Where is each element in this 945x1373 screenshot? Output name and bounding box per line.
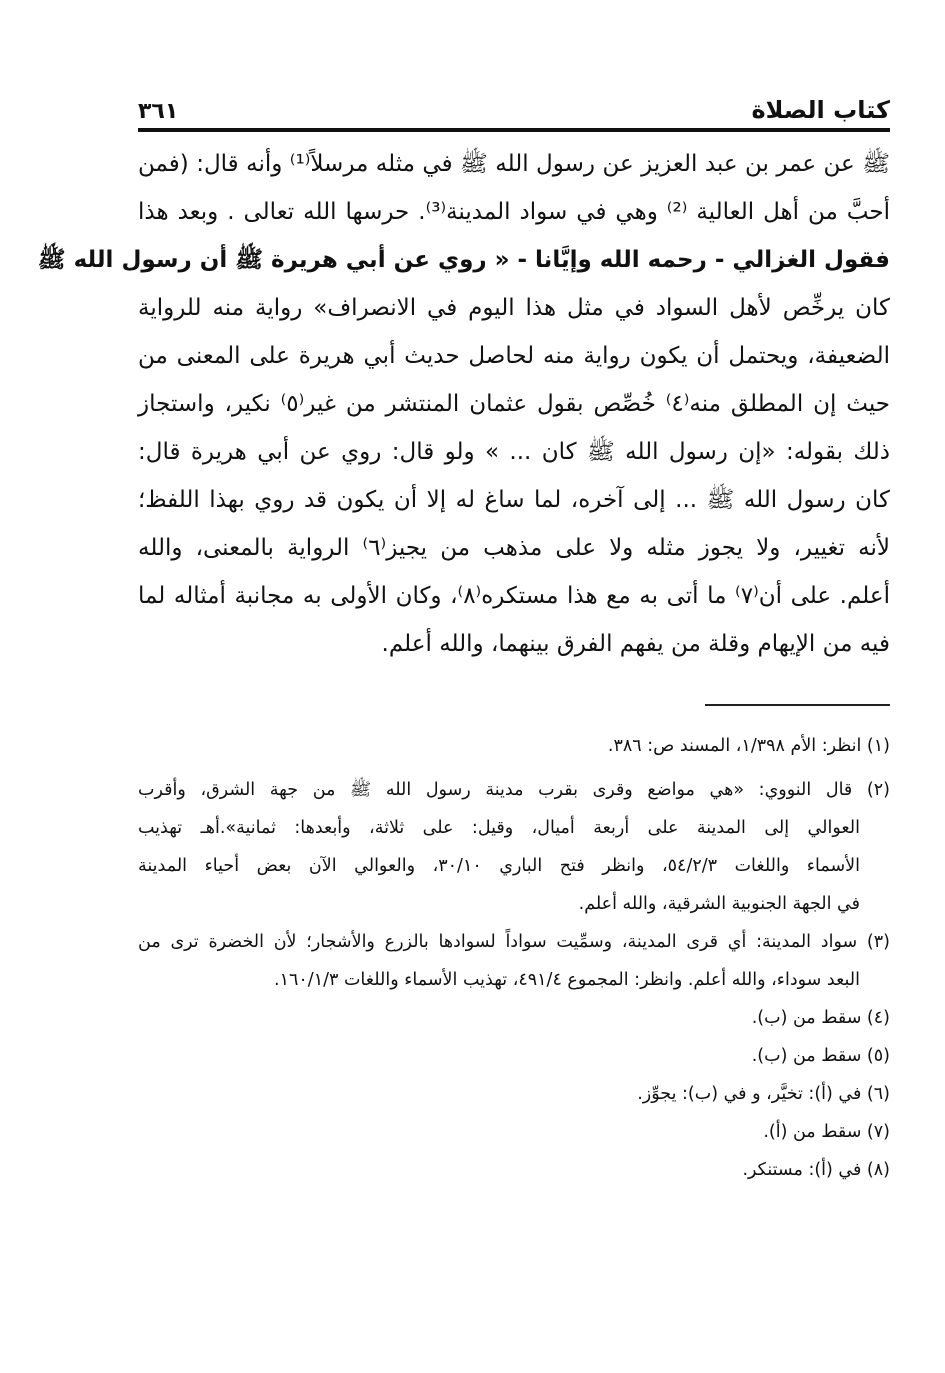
- footnotes: [138, 727, 890, 1189]
- footnote-2-cont: في الجهة الجنوبية الشرقية، والله أعلم.: [578, 894, 860, 914]
- text-line: أعلم. على أن⁽٧⁾ ما أتى به مع هذا مستكره⁽٨⁾، وكان الأولى به مجانبة أمثاله لما: [138, 583, 891, 609]
- footnote-2-cont: الأسماء واللغات ٥٤/٢/٣، وانظر فتح الباري ٣٠/١٠، والعوالي الآن بعض أحياء المدينة: [138, 856, 860, 876]
- text-line: ﷺ عن عمر بن عبد العزيز عن رسول الله ﷺ في مثله مرسلاً⁽¹⁾ وأنه قال: (فمن: [138, 151, 890, 177]
- footnote-2: (٢) قال النووي: «هي مواضع وقرى بقرب مدينة رسول الله ﷺ من جهة الشرق، وأقرب: [138, 780, 890, 800]
- text-line: ذلك بقوله: «إن رسول الله ﷺ كان ... » ولو قال: روي عن أبي هريرة قال:: [138, 439, 890, 465]
- text-line: أحبَّ من أهل العالية ⁽²⁾ وهي في سواد المدينة⁽³⁾. حرسها الله تعالى . وبعد هذا: [138, 199, 890, 225]
- footnote-1: (١) انظر: الأم ١/٣٩٨، المسند ص: ٣٨٦.: [607, 736, 890, 756]
- footnote-3: (٣) سواد المدينة: أي قرى المدينة، وسمِّيت سواداً لسوادها بالزرع والأشجار؛ لأن الخضرة ترى من: [138, 932, 890, 952]
- page-number: ٣٦١: [138, 99, 179, 124]
- running-title: كتاب الصلاة: [751, 96, 890, 124]
- text-line: كان رسول الله ﷺ ... إلى آخره، لما ساغ له إلا أن يكون قد روي بهذا اللفظ؛: [138, 487, 890, 513]
- footnote-6: (٦) في (أ): تخيَّر، و في (ب): يجوِّز.: [637, 1084, 890, 1104]
- footnote-5: (٥) سقط من (ب).: [751, 1046, 890, 1066]
- main-text: [37, 140, 891, 668]
- footnote-8: (٨) في (أ): مستنكر.: [742, 1160, 890, 1180]
- text-line: فيه من الإيهام وقلة من يفهم الفرق بينهما، والله أعلم.: [381, 631, 890, 657]
- footnote-4: (٤) سقط من (ب).: [751, 1008, 890, 1028]
- text-line: فقول الغزالي - رحمه الله وإيَّانا - « روي عن أبي هريرة ﷺ أن رسول الله ﷺ: [37, 247, 890, 273]
- page-header: [138, 88, 890, 132]
- footnote-7: (٧) سقط من (أ).: [763, 1122, 890, 1142]
- footnote-separator: [705, 704, 890, 706]
- text-line: لأنه تغيير، ولا يجوز مثله ولا على مذهب من يجيز⁽٦⁾ الرواية بالمعنى، والله: [138, 535, 890, 561]
- text-line: حيث إن المطلق منه⁽٤⁾ خُصِّص بقول عثمان المنتشر من غير⁽٥⁾ نكير، واستجاز: [138, 391, 891, 417]
- text-line: كان يرخِّص لأهل السواد في مثل هذا اليوم في الانصراف» رواية منه للرواية: [138, 295, 890, 321]
- footnote-3-cont: البعد سوداء، والله أعلم. وانظر: المجموع ٤٩١/٤، تهذيب الأسماء واللغات ١٦٠/١/٣.: [274, 970, 860, 990]
- text-line: الضعيفة، ويحتمل أن يكون رواية منه لحاصل حديث أبي هريرة على المعنى من: [138, 343, 890, 369]
- footnote-2-cont: العوالي إلى المدينة على أربعة أميال، وقيل: على ثلاثة، وأبعدها: ثمانية».أهـ تهذيب: [138, 818, 860, 838]
